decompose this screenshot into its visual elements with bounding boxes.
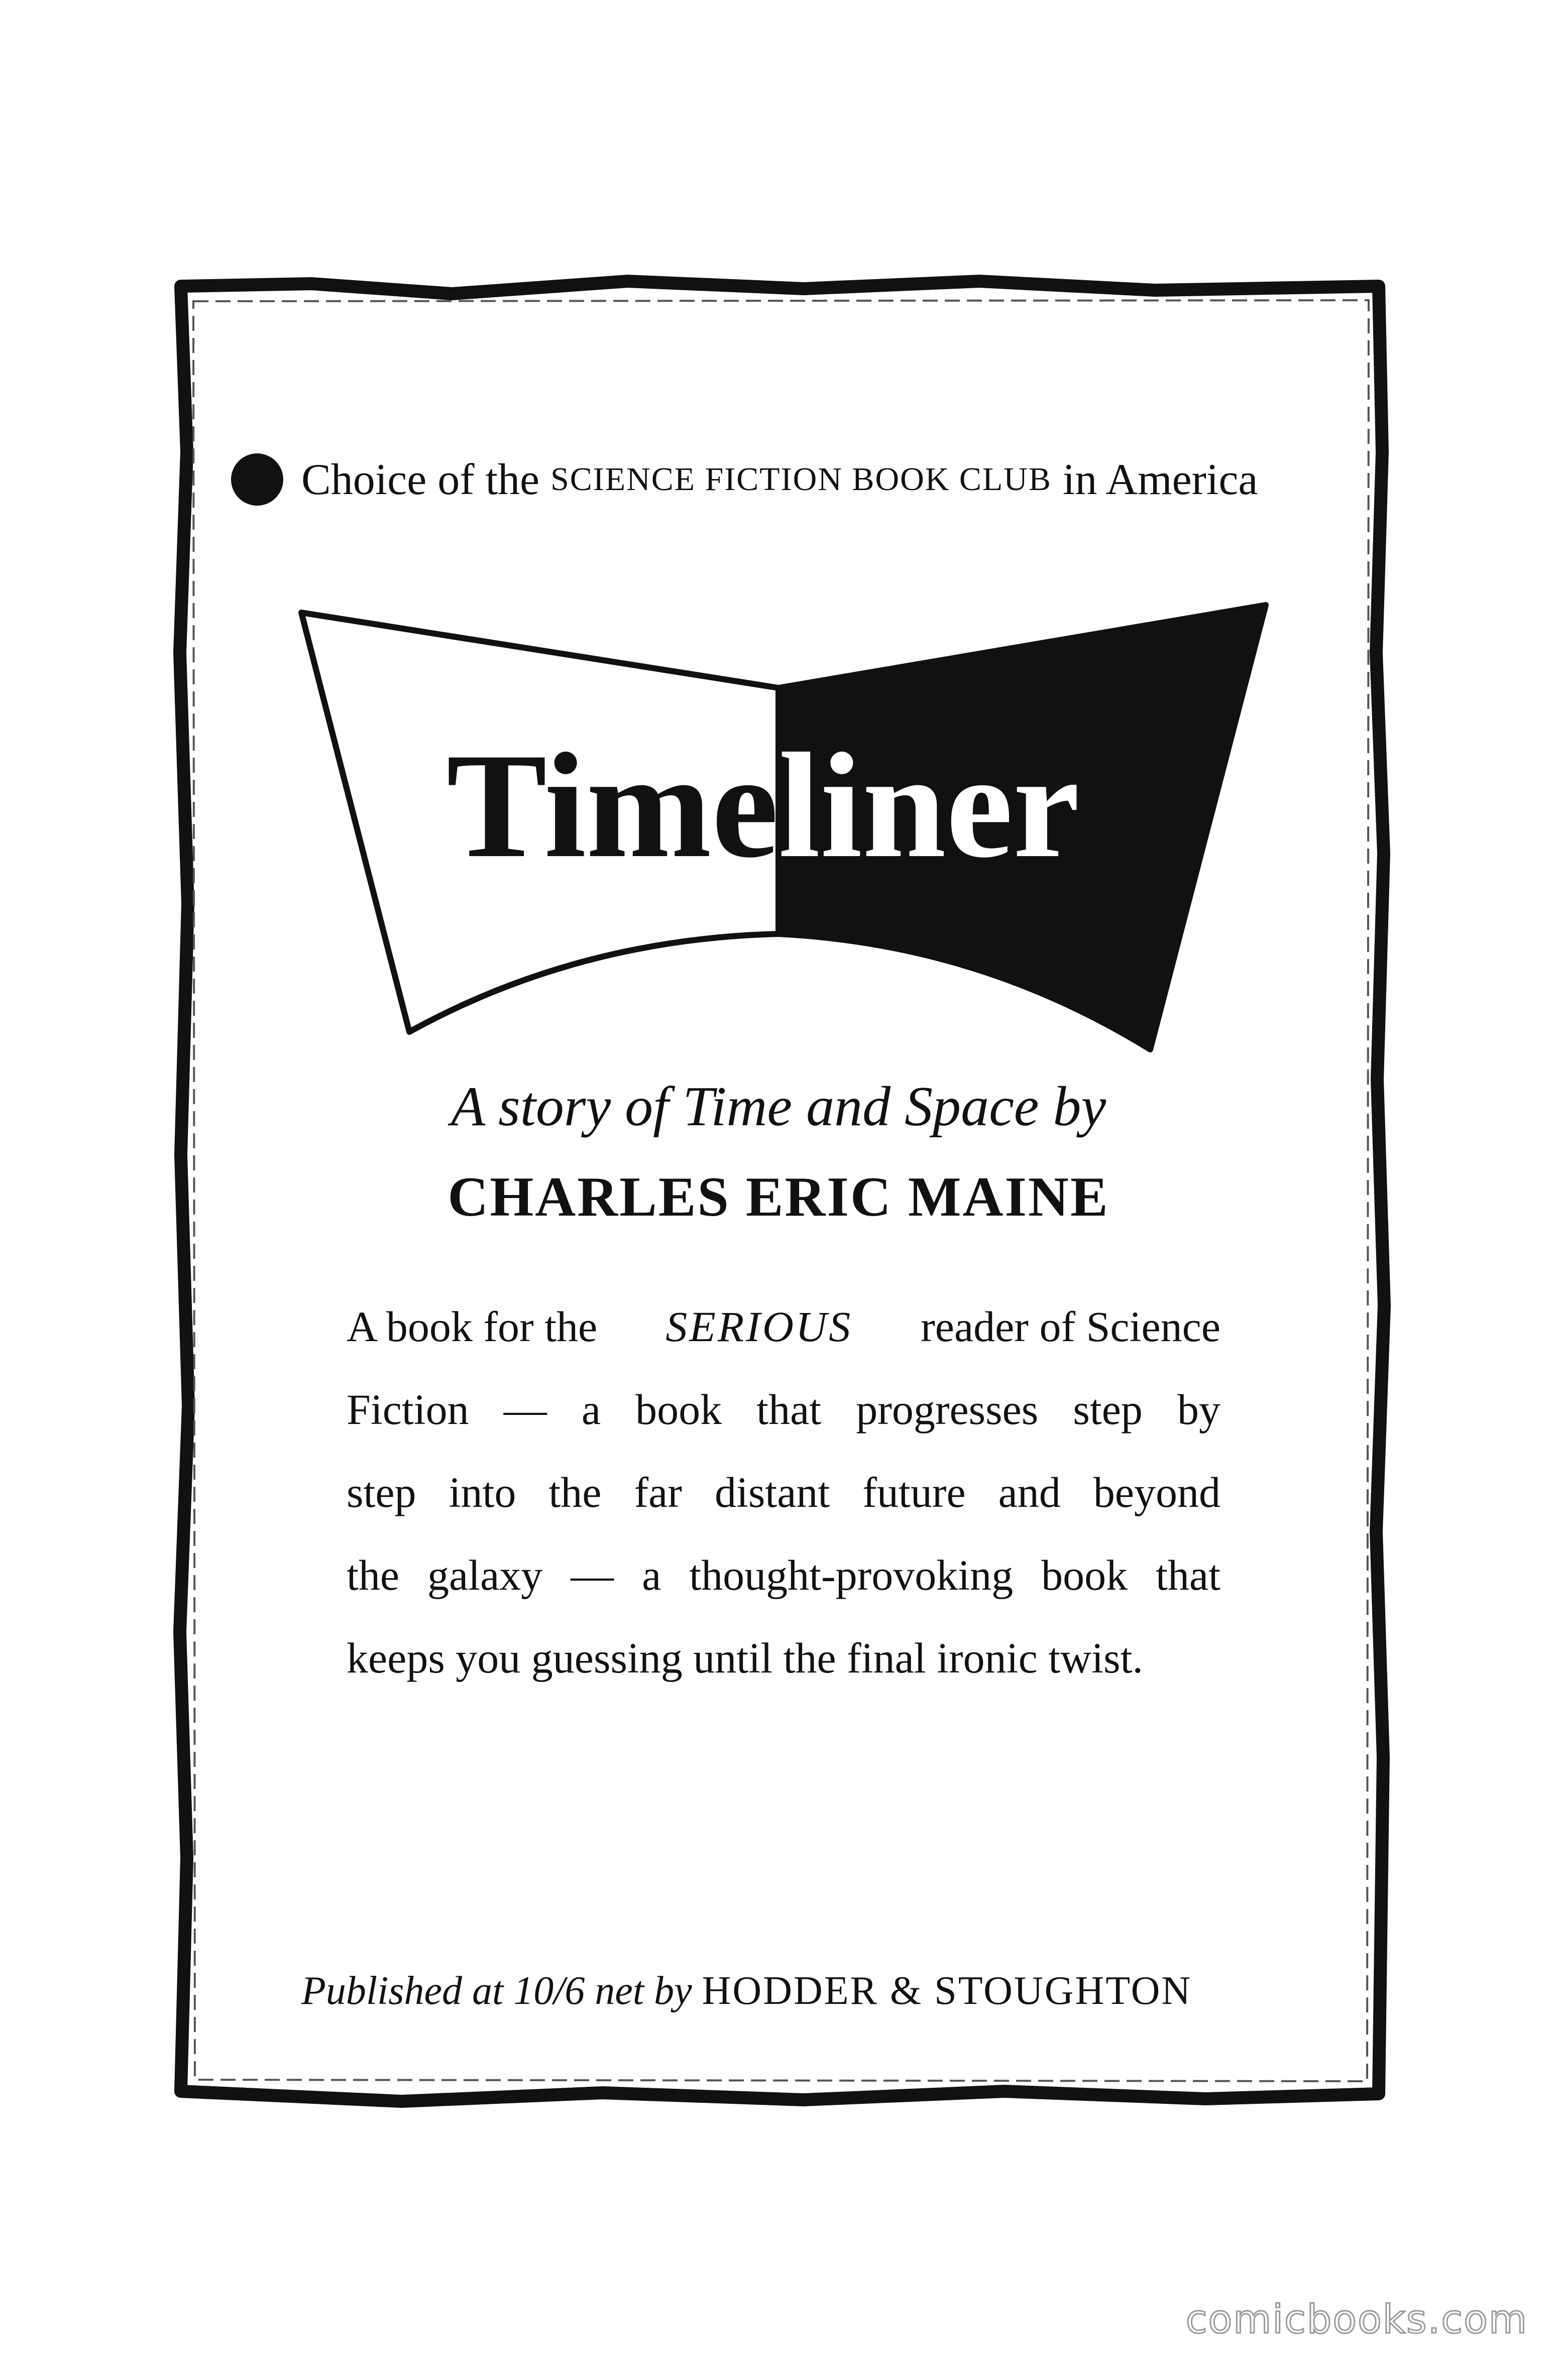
description-word: the xyxy=(347,1551,400,1599)
club-line-prefix: Choice of the xyxy=(301,455,540,504)
description-paragraph xyxy=(347,1285,1220,1700)
description-word: a xyxy=(581,1385,601,1434)
description-line xyxy=(347,1534,1220,1617)
description-line xyxy=(347,1368,1220,1451)
description-word: step xyxy=(1073,1385,1143,1434)
description-word: and xyxy=(998,1468,1061,1516)
description-word: that xyxy=(756,1385,822,1434)
description-word: into xyxy=(449,1468,516,1516)
description-word: galaxy xyxy=(427,1551,543,1599)
description-text: keeps you guessing until the final ironic twist. xyxy=(347,1634,1144,1682)
publisher-name: HODDER & STOUGHTON xyxy=(702,1969,1192,2013)
description-word: far xyxy=(634,1468,682,1516)
publisher-prefix: Published at 10/6 net by xyxy=(301,1969,692,2013)
description-line xyxy=(347,1617,1220,1700)
description-line xyxy=(347,1451,1220,1534)
description-text: reader of Science xyxy=(921,1302,1220,1351)
description-word: a xyxy=(642,1551,661,1599)
description-word: Fiction xyxy=(347,1385,469,1434)
description-word: distant xyxy=(714,1468,830,1516)
club-name: SCIENCE FICTION BOOK CLUB xyxy=(550,461,1052,498)
description-word: beyond xyxy=(1093,1468,1220,1516)
publisher-line xyxy=(301,1968,1266,2014)
description-word: by xyxy=(1177,1385,1220,1434)
description-text: A book for the xyxy=(347,1302,598,1351)
watermark: comicbooks.com xyxy=(1185,2297,1528,2342)
title-dark-part: liner xyxy=(778,722,1080,889)
description-word: that xyxy=(1156,1551,1220,1599)
description-word: — xyxy=(571,1551,614,1599)
description-word: progresses xyxy=(856,1385,1039,1434)
subtitle: A story of Time and Space by xyxy=(451,1076,1106,1138)
club-line-suffix: in America xyxy=(1062,455,1258,504)
description-word: book xyxy=(1041,1551,1128,1599)
description-emphasis: SERIOUS xyxy=(665,1302,853,1351)
description-word: future xyxy=(862,1468,966,1516)
author-name: CHARLES ERIC MAINE xyxy=(448,1166,1109,1228)
description-word: step xyxy=(347,1468,416,1516)
description-word: the xyxy=(548,1468,602,1516)
title-light-part: Time xyxy=(446,722,778,889)
description-line xyxy=(347,1285,1220,1368)
description-word: thought-provoking xyxy=(689,1551,1014,1599)
description-word: book xyxy=(635,1385,722,1434)
description-word: — xyxy=(503,1385,547,1434)
